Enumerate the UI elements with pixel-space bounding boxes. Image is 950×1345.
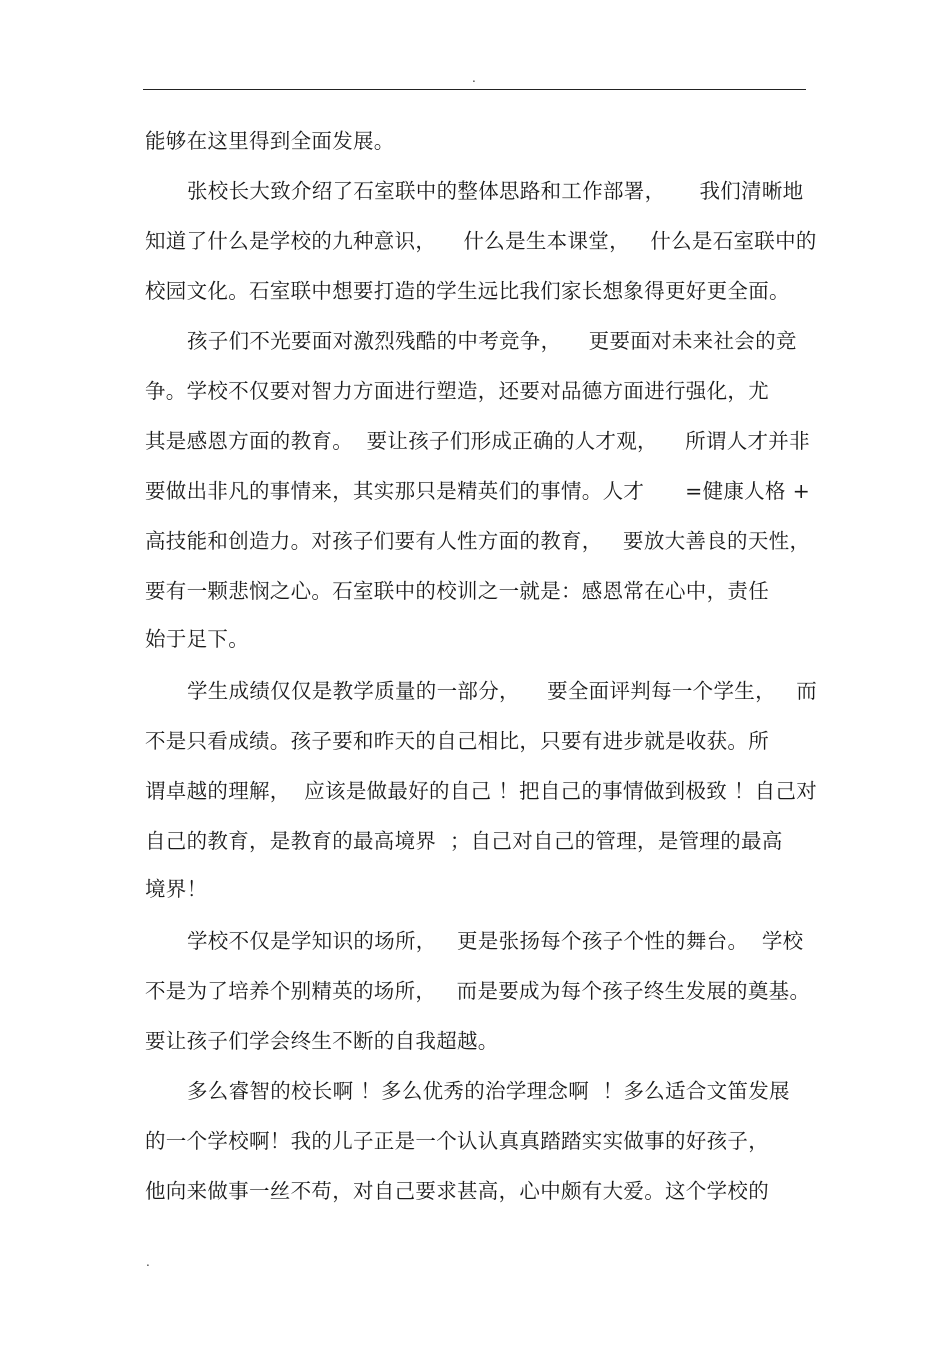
text-line: 高技能和创造力。对孩子们要有人性方面的教育， 要放大善良的天性，: [145, 529, 811, 553]
footer-mark: .: [146, 1255, 150, 1269]
text-line: 他向来做事一丝不苟，对自己要求甚高，心中颇有大爱。这个学校的: [145, 1179, 769, 1203]
text-line: 多么睿智的校长啊 ！多么优秀的治学理念啊 ！多么适合文笛发展: [187, 1079, 790, 1103]
text-line: 自己的教育，是教育的最高境界 ；自己对自己的管理，是管理的最高: [145, 829, 783, 853]
text-line: 学生成绩仅仅是教学质量的一部分， 要全面评判每一个学生， 而: [187, 679, 818, 703]
text-line: 知道了什么是学校的九种意识， 什么是生本课堂， 什么是石室联中的: [145, 229, 817, 253]
text-line: 孩子们不光要面对激烈残酷的中考竞争， 更要面对未来社会的竞: [187, 329, 797, 353]
text-line: 谓卓越的理解， 应该是做最好的自己 ！把自己的事情做到极致 ！自己对: [145, 779, 818, 803]
text-line: 的一个学校啊！我的儿子正是一个认认真真踏踏实实做事的好孩子，: [145, 1129, 769, 1153]
text-line: 要做出非凡的事情来，其实那只是精英们的事情。人才 =健康人格 +: [145, 479, 811, 503]
text-line: 不是只看成绩。孩子要和昨天的自己相比，只要有进步就是收获。所: [145, 729, 769, 753]
text-line: 要有一颗悲悯之心。石室联中的校训之一就是：感恩常在心中，责任: [145, 579, 769, 603]
text-line: 不是为了培养个别精英的场所， 而是要成为每个孩子终生发展的奠基。: [145, 979, 811, 1003]
text-line: 张校长大致介绍了石室联中的整体思路和工作部署， 我们清晰地: [187, 179, 804, 203]
text-line: 其是感恩方面的教育。 要让孩子们形成正确的人才观， 所谓人才并非: [145, 429, 810, 453]
header-rule: [143, 89, 806, 90]
text-line: 始于足下。: [145, 627, 249, 651]
header-mark: .: [472, 71, 476, 85]
text-line: 校园文化。石室联中想要打造的学生远比我们家长想象得更好更全面。: [145, 279, 790, 303]
text-line: 要让孩子们学会终生不断的自我超越。: [145, 1029, 499, 1053]
text-line: 学校不仅是学知识的场所， 更是张扬每个孩子个性的舞台。 学校: [187, 929, 804, 953]
text-line: 争。学校不仅要对智力方面进行塑造，还要对品德方面进行强化，尤: [145, 379, 769, 403]
text-line: 能够在这里得到全面发展。: [145, 129, 395, 153]
text-line: 境界！: [145, 877, 208, 901]
